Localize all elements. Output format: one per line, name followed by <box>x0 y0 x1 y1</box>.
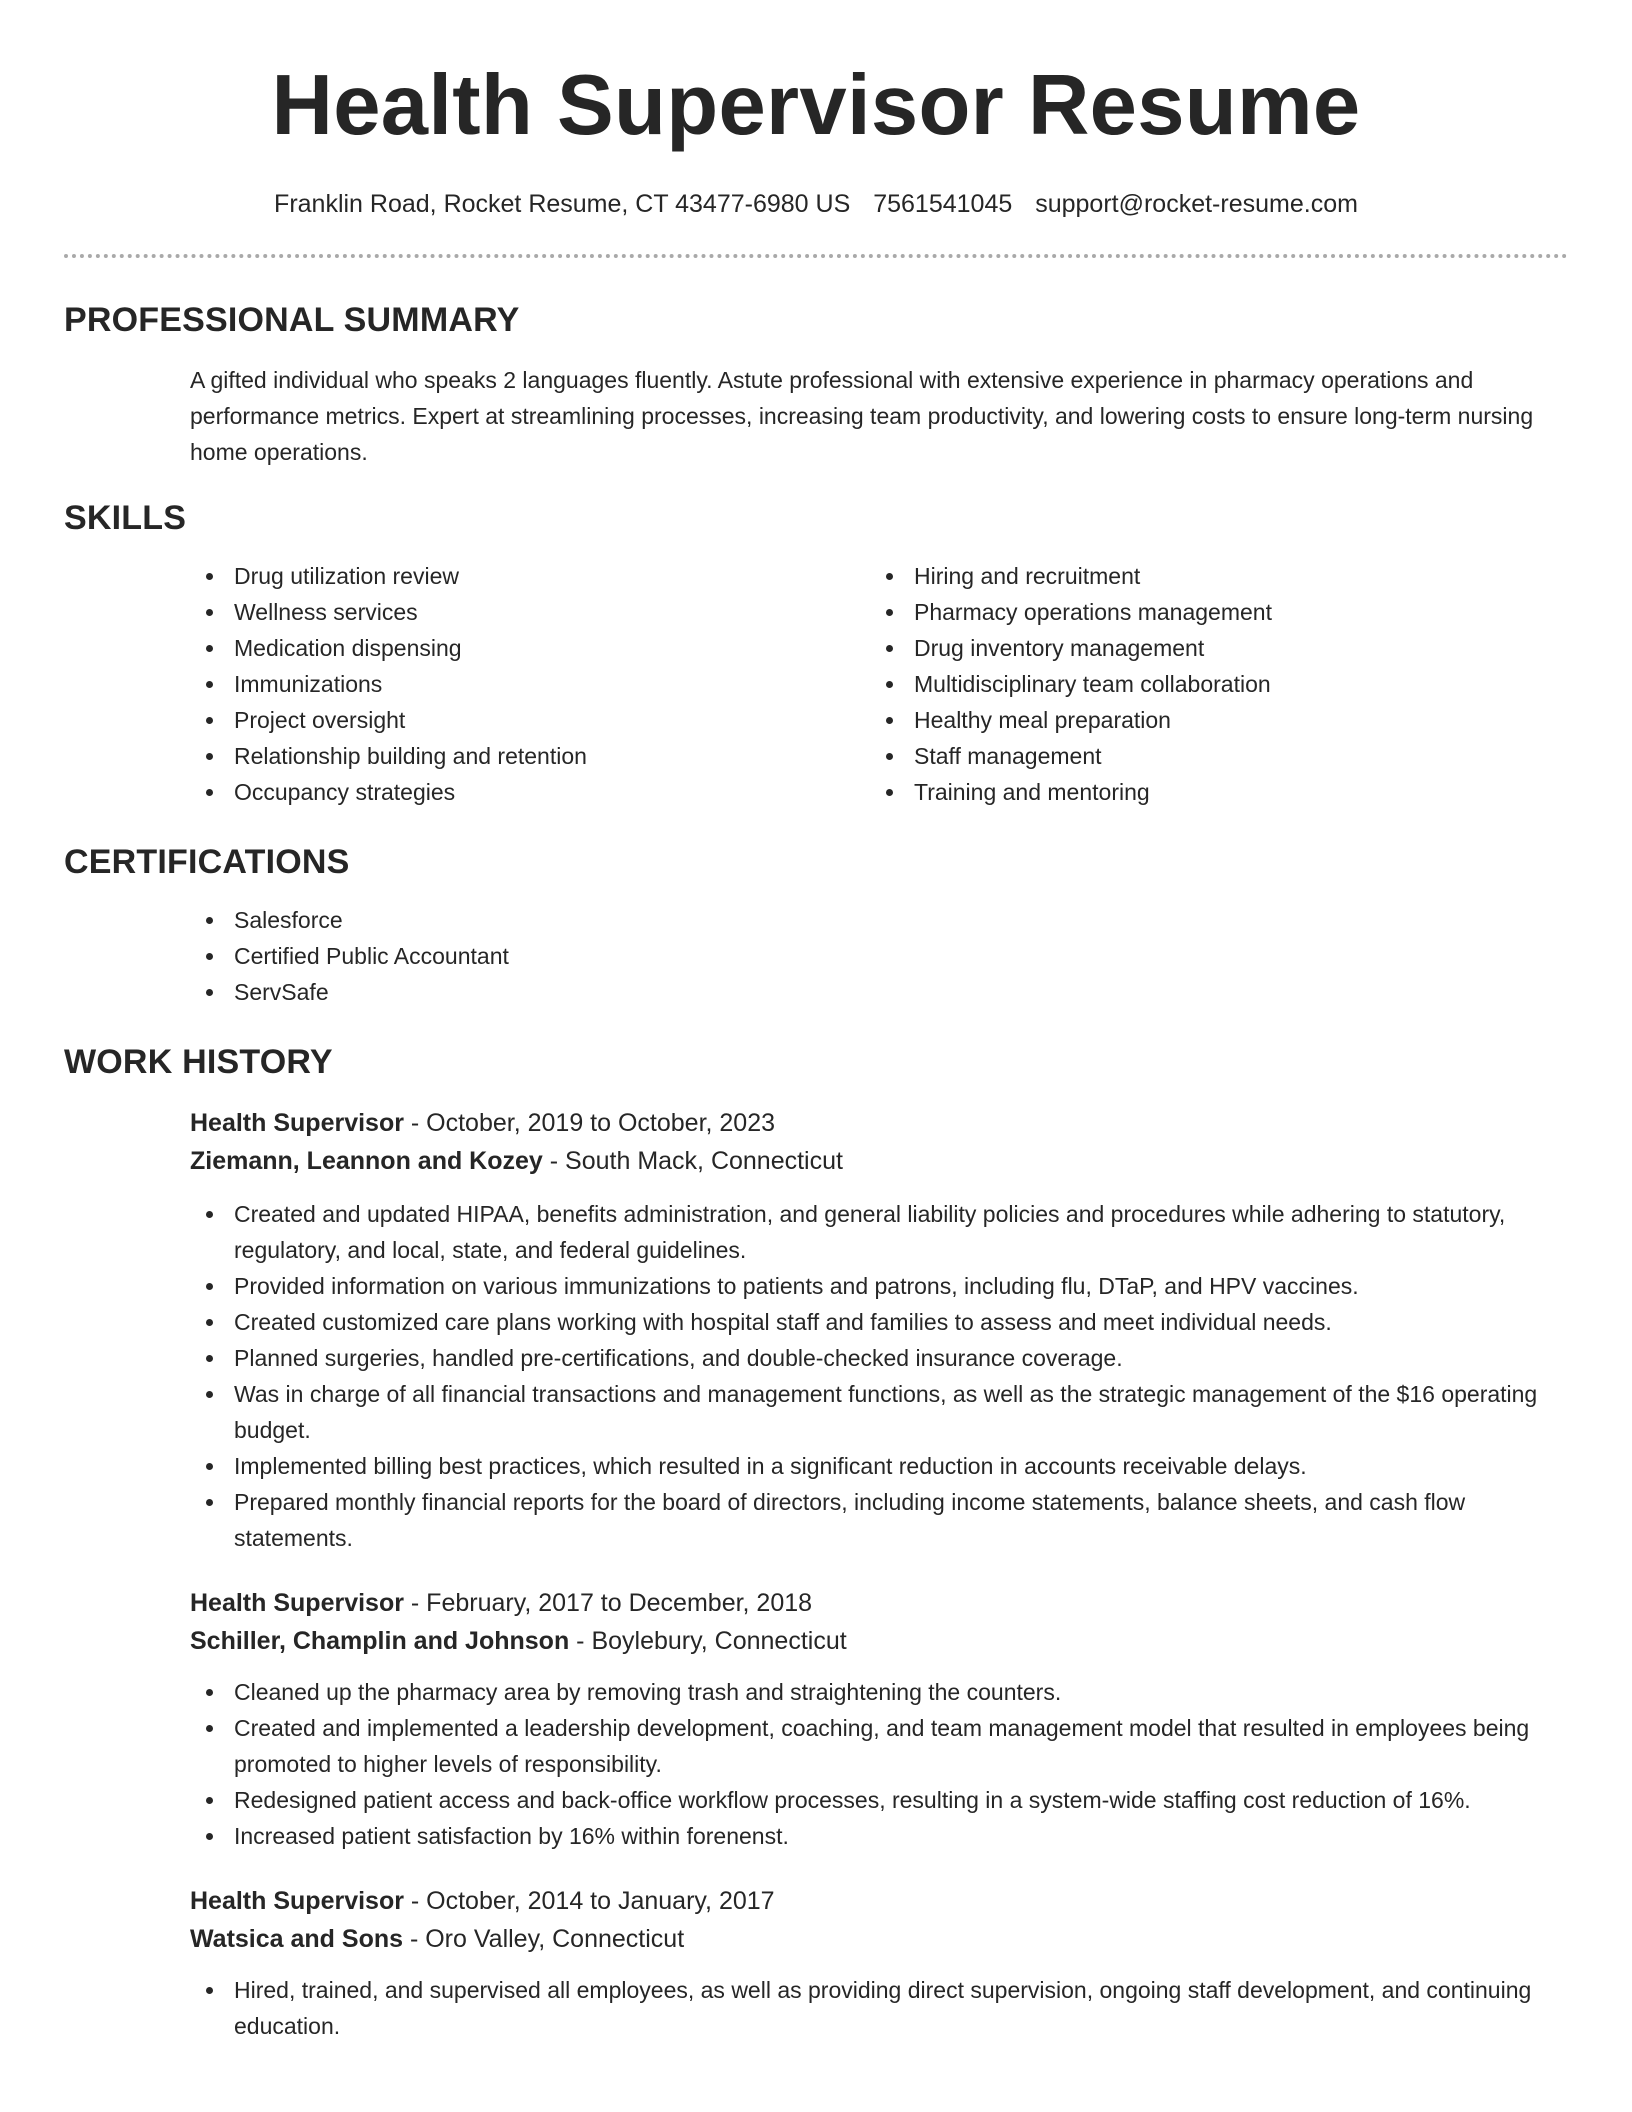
contact-address: Franklin Road, Rocket Resume, CT 43477-6980 US <box>274 190 851 218</box>
summary-block <box>190 362 1568 470</box>
job-title-line <box>190 1104 1568 1142</box>
skill-item: Multidisciplinary team collaboration <box>870 666 1550 702</box>
certification-item: ServSafe <box>190 974 1568 1010</box>
summary-text: A gifted individual who speaks 2 languages fluently. Astute professional with extensive experience in pharmacy operations and performance metrics. Expert at streamlining processes, increasing team productivity, and lowering costs to ensure long-term nursing home operations. <box>190 367 1534 465</box>
job-dates: - October, 2014 to January, 2017 <box>403 1887 775 1915</box>
skill-item: Pharmacy operations management <box>870 594 1550 630</box>
job-dates: - October, 2019 to October, 2023 <box>403 1109 776 1137</box>
skill-item: Project oversight <box>190 702 870 738</box>
resume-title: Health Supervisor Resume <box>271 58 1361 153</box>
skill-item: Occupancy strategies <box>190 774 870 810</box>
job-bullets <box>64 1972 1568 2044</box>
resume-page <box>64 0 1568 2044</box>
job-title: Health Supervisor <box>190 1109 404 1137</box>
job-bullet: Redesigned patient access and back-office workflow processes, resulting in a system-wide staffing cost reduction of 16%. <box>190 1782 1568 1818</box>
job-company-line <box>190 1142 1568 1180</box>
skills-list-left <box>190 558 870 810</box>
skill-item: Relationship building and retention <box>190 738 870 774</box>
job-bullets <box>64 1196 1568 1556</box>
certifications-block <box>190 902 1568 1010</box>
section-title-summary: PROFESSIONAL SUMMARY <box>64 301 520 339</box>
skill-item: Immunizations <box>190 666 870 702</box>
job-title: Health Supervisor <box>190 1887 404 1915</box>
skills-grid <box>190 558 1568 810</box>
job-bullet: Cleaned up the pharmacy area by removing trash and straightening the counters. <box>190 1674 1568 1710</box>
contact-phone: 7561541045 <box>873 190 1013 218</box>
job-company: Schiller, Champlin and Johnson <box>190 1627 570 1655</box>
skill-item: Drug utilization review <box>190 558 870 594</box>
skill-item: Training and mentoring <box>870 774 1550 810</box>
skills-list-right <box>870 558 1550 810</box>
job-bullet: Created and implemented a leadership development, coaching, and team management model that resulted in employees being promoted to higher levels of responsibility. <box>190 1710 1568 1782</box>
certifications-list <box>190 902 1568 1010</box>
job-bullet: Increased patient satisfaction by 16% within forenenst. <box>190 1818 1568 1854</box>
job-entry <box>190 1104 1568 1556</box>
certification-item: Salesforce <box>190 902 1568 938</box>
job-dates: - February, 2017 to December, 2018 <box>403 1589 813 1617</box>
job-company-line <box>190 1622 1568 1660</box>
job-location: - Boylebury, Connecticut <box>569 1627 847 1655</box>
job-company-line <box>190 1920 1568 1958</box>
job-title: Health Supervisor <box>190 1589 404 1617</box>
job-bullet: Created customized care plans working with hospital staff and families to assess and meet individual needs. <box>190 1304 1568 1340</box>
certification-item: Certified Public Accountant <box>190 938 1568 974</box>
job-bullet: Prepared monthly financial reports for the board of directors, including income statements, balance sheets, and cash flow statements. <box>190 1484 1568 1556</box>
job-entry <box>190 1882 1568 2044</box>
job-title-line <box>190 1584 1568 1622</box>
skill-item: Wellness services <box>190 594 870 630</box>
job-entry <box>190 1584 1568 1854</box>
section-title-work-history: WORK HISTORY <box>64 1043 333 1081</box>
job-bullet: Hired, trained, and supervised all employees, as well as providing direct supervision, ongoing staff development, and continuing education. <box>190 1972 1568 2044</box>
job-bullet: Planned surgeries, handled pre-certifications, and double-checked insurance coverage. <box>190 1340 1568 1376</box>
skill-item: Healthy meal preparation <box>870 702 1550 738</box>
skill-item: Staff management <box>870 738 1550 774</box>
job-bullets <box>64 1674 1568 1854</box>
job-bullet: Was in charge of all financial transactions and management functions, as well as the strategic management of the $16 operating budget. <box>190 1376 1568 1448</box>
skill-item: Drug inventory management <box>870 630 1550 666</box>
contact-email: support@rocket-resume.com <box>1035 190 1358 218</box>
job-title-line <box>190 1882 1568 1920</box>
section-title-certifications: CERTIFICATIONS <box>64 843 350 881</box>
job-bullet: Created and updated HIPAA, benefits administration, and general liability policies and procedures while adhering to statutory, regulatory, and local, state, and federal guidelines. <box>190 1196 1568 1268</box>
job-company: Ziemann, Leannon and Kozey <box>190 1147 543 1175</box>
section-title-skills: SKILLS <box>64 499 187 537</box>
job-company: Watsica and Sons <box>190 1925 404 1953</box>
skill-item: Hiring and recruitment <box>870 558 1550 594</box>
job-location: - South Mack, Connecticut <box>542 1147 843 1175</box>
job-bullet: Implemented billing best practices, which resulted in a significant reduction in accounts receivable delays. <box>190 1448 1568 1484</box>
header-divider <box>64 254 1568 258</box>
job-bullet: Provided information on various immunizations to patients and patrons, including flu, DTaP, and HPV vaccines. <box>190 1268 1568 1304</box>
job-location: - Oro Valley, Connecticut <box>403 1925 685 1953</box>
skill-item: Medication dispensing <box>190 630 870 666</box>
contact-line <box>64 190 1568 218</box>
